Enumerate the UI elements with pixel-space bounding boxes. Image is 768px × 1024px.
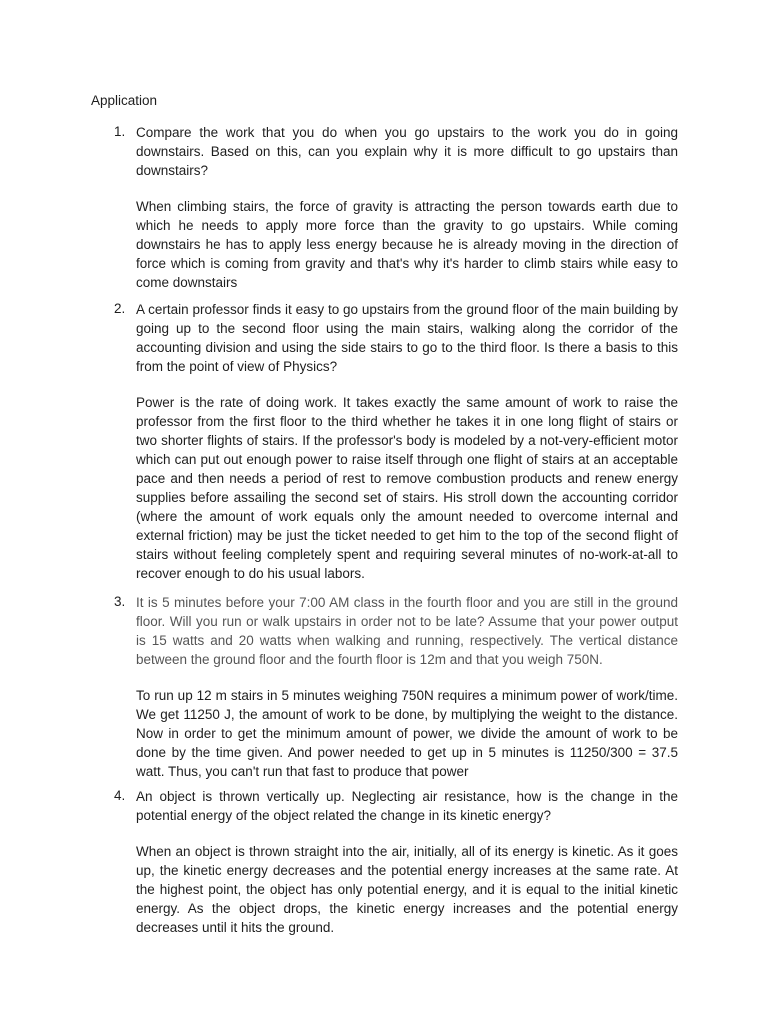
item-number: 2. (114, 301, 126, 316)
list-item-2 (114, 300, 678, 583)
list-item-1 (114, 123, 678, 292)
question-text: It is 5 minutes before your 7:00 AM class in the fourth floor and you are still in the ground floor. Will you run or walk upstairs in order not to be late? Assume that your power output is 15 watts and 20 watts when walking and running, respectively. The vertical distance between the ground floor and the fourth floor is 12m and that you weigh 750N. (136, 595, 678, 667)
section-heading: Application (91, 93, 158, 108)
answer-text: When climbing stairs, the force of gravity is attracting the person towards earth due to which he needs to apply more force than the gravity to go upstairs. While coming downstairs he has to apply less energy because he is already moving in the direction of force which is coming from gravity and that's why it's harder to climb stairs while easy to come downstairs (136, 199, 678, 290)
answer-text: To run up 12 m stairs in 5 minutes weighing 750N requires a minimum power of work/time. We get 11250 J, the amount of work to be done, by multiplying the weight to the distance. Now in order to get the minimum amount of power, we divide the amount of work to be done by the time given. And power needed to get up in 5 minutes is 11250/300 = 37.5 watt. Thus, you can't run that fast to produce that power (136, 688, 678, 779)
list-item-4 (114, 787, 678, 937)
question-text: A certain professor finds it easy to go upstairs from the ground floor of the main building by going up to the second floor using the main stairs, walking along the corridor of the accounting division and using the side stairs to go to the third floor. Is there a basis to this from the point of view of Physics? (136, 302, 678, 374)
item-number: 1. (114, 124, 126, 139)
question-text: Compare the work that you do when you go upstairs to the work you do in going downstairs. Based on this, can you explain why it is more difficult to go upstairs than downstairs? (136, 125, 678, 178)
item-number: 3. (114, 594, 126, 609)
answer-text: When an object is thrown straight into the air, initially, all of its energy is kinetic. As it goes up, the kinetic energy decreases and the potential energy increases at the same rate. At the highest point, the object has only potential energy, and it is equal to the initial kinetic energy. As the object drops, the kinetic energy increases and the potential energy decreases until it hits the ground. (136, 844, 678, 935)
list-item-3 (114, 593, 678, 781)
question-text: An object is thrown vertically up. Neglecting air resistance, how is the change in the potential energy of the object related the change in its kinetic energy? (136, 789, 678, 823)
item-number: 4. (114, 788, 126, 803)
answer-text: Power is the rate of doing work. It takes exactly the same amount of work to raise the professor from the first floor to the third whether he takes it in one long flight of stairs or two shorter flights of stairs. If the professor's body is modeled by a not-very-efficient motor which can put out enough power to raise itself through one flight of stairs at an acceptable pace and then needs a period of rest to remove combustion products and renew energy supplies before assailing the second set of stairs. His stroll down the accounting corridor (where the amount of work equals only the amount needed to overcome internal and external friction) may be just the ticket needed to get him to the top of the second flight of stairs without feeling completely spent and requiring several minutes of no-work-at-all to recover enough to do his usual labors. (136, 395, 678, 581)
